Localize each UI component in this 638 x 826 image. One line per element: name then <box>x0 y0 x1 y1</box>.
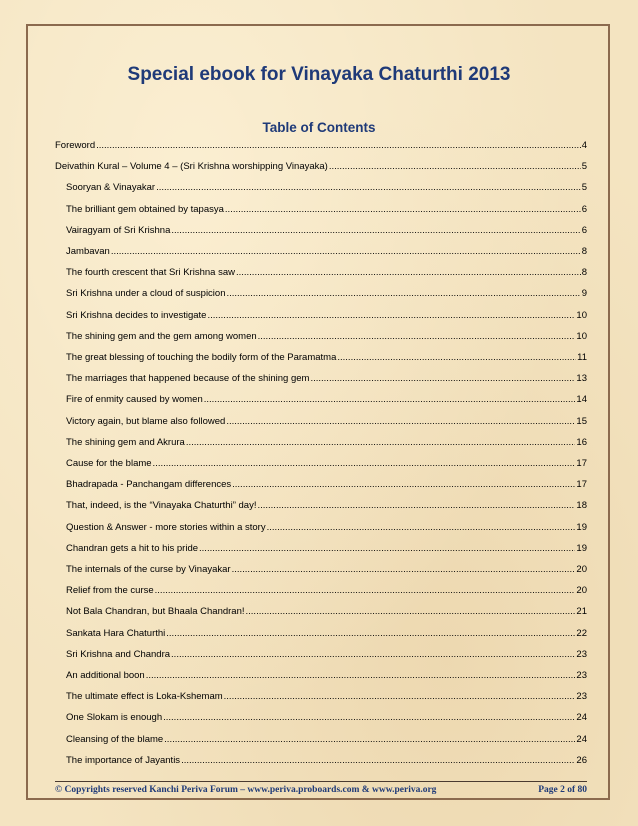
toc-entry-label: Foreword <box>55 140 96 151</box>
toc-entry-page-number: 19 <box>576 521 587 533</box>
toc-entry[interactable] <box>66 564 587 580</box>
toc-entry-page-number: 20 <box>576 564 587 575</box>
toc-entry-label: The marriages that happened because of the shining gem <box>66 373 310 385</box>
toc-entry-page-number: 23 <box>576 670 587 681</box>
toc-entry-page-number: 17 <box>576 458 587 469</box>
toc-entry-page-number: 20 <box>576 585 587 597</box>
toc-entry-page-number: 23 <box>576 648 587 660</box>
toc-leader-dots <box>153 458 576 469</box>
toc-leader-dots <box>258 331 576 342</box>
toc-entry-page-number: 4 <box>581 140 587 151</box>
toc-entry[interactable] <box>66 310 587 326</box>
toc-entry[interactable] <box>66 670 587 686</box>
toc-entry[interactable] <box>66 500 587 516</box>
toc-entry[interactable] <box>66 288 587 304</box>
toc-entry-page-number: 9 <box>581 288 587 300</box>
toc-entry-label: Sri Krishna under a cloud of suspicion <box>66 288 226 300</box>
toc-entry-label: Chandran gets a hit to his pride <box>66 542 199 554</box>
toc-entry-label: Bhadrapada - Panchangam differences <box>66 479 232 491</box>
toc-entry-label: Sri Krishna decides to investigate <box>66 309 207 321</box>
toc-entry-page-number: 16 <box>576 436 587 448</box>
toc-leader-dots <box>181 755 575 766</box>
toc-entry-page-number: 10 <box>576 309 587 321</box>
toc-leader-dots <box>267 522 576 533</box>
toc-entry[interactable] <box>55 140 587 156</box>
toc-entry-label: The ultimate effect is Loka-Kshemam <box>66 691 223 703</box>
toc-entry-label: Fire of enmity caused by women <box>66 394 203 406</box>
toc-leader-dots <box>204 394 576 405</box>
toc-entry-label: Relief from the curse <box>66 585 154 597</box>
toc-leader-dots <box>257 500 575 511</box>
toc-entry[interactable] <box>66 606 587 622</box>
toc-leader-dots <box>226 288 580 299</box>
toc-entry-page-number: 21 <box>576 606 587 618</box>
toc-entry-label: That, indeed, is the “Vinayaka Chaturthi” day! <box>66 500 257 512</box>
toc-entry[interactable] <box>66 649 587 665</box>
toc-entry-label: The great blessing of touching the bodily form of the Paramatma <box>66 352 337 363</box>
toc-entry[interactable] <box>66 691 587 707</box>
toc-leader-dots <box>155 585 576 596</box>
toc-entry-page-number: 5 <box>581 182 587 194</box>
toc-leader-dots <box>199 543 575 554</box>
toc-entry-label: Deivathin Kural – Volume 4 – (Sri Krishna worshipping Vinayaka) <box>55 161 328 173</box>
toc-entry[interactable] <box>66 352 587 368</box>
toc-entry[interactable] <box>66 416 587 432</box>
toc-entry-page-number: 19 <box>576 542 587 554</box>
toc-leader-dots <box>329 161 581 172</box>
toc-entry[interactable] <box>66 204 587 220</box>
toc-leader-dots <box>171 225 580 236</box>
toc-leader-dots <box>146 670 576 681</box>
toc-entry-label: Cleansing of the blame <box>66 733 164 745</box>
toc-entry-label: The internals of the curse by Vinayakar <box>66 564 231 575</box>
toc-leader-dots <box>232 564 576 575</box>
toc-entry[interactable] <box>66 373 587 389</box>
toc-entry[interactable] <box>66 755 587 771</box>
toc-entry-page-number: 15 <box>576 415 587 427</box>
toc-entry-label: Sankata Hara Chaturthi <box>66 627 166 639</box>
document-title: Special ebook for Vinayaka Chaturthi 2013 <box>127 64 511 85</box>
toc-entry[interactable] <box>66 458 587 474</box>
toc-entry[interactable] <box>66 246 587 262</box>
toc-entry[interactable] <box>66 331 587 347</box>
toc-entry-label: Not Bala Chandran, but Bhaala Chandran! <box>66 606 245 618</box>
toc-entry[interactable] <box>55 161 587 177</box>
toc-entry-page-number: 14 <box>576 394 587 406</box>
toc-entry-page-number: 18 <box>576 500 587 512</box>
toc-entry-label: Cause for the blame <box>66 458 152 469</box>
toc-entry[interactable] <box>66 628 587 644</box>
toc-entry[interactable] <box>66 712 587 728</box>
toc-entry[interactable] <box>66 267 587 283</box>
toc-entry[interactable] <box>66 522 587 538</box>
toc-entry[interactable] <box>66 182 587 198</box>
toc-entry[interactable] <box>66 394 587 410</box>
toc-entry-label: Sooryan & Vinayakar <box>66 182 156 194</box>
toc-entry-label: The shining gem and Akrura <box>66 436 185 448</box>
toc-leader-dots <box>207 310 575 321</box>
toc-entry-page-number: 13 <box>576 373 587 385</box>
toc-entry-page-number: 10 <box>576 330 587 342</box>
toc-entry[interactable] <box>66 734 587 750</box>
toc-leader-dots <box>310 373 575 384</box>
toc-entry-page-number: 11 <box>577 352 587 363</box>
toc-leader-dots <box>171 649 575 660</box>
toc-entry-page-number: 26 <box>576 754 587 766</box>
toc-entry-label: The brilliant gem obtained by tapasya <box>66 203 224 215</box>
toc-entry[interactable] <box>66 543 587 559</box>
footer-copyright: © Copyrights reserved Kanchi Periva Forum – www.periva.proboards.com & www.periva.org <box>55 785 437 795</box>
toc-entry-label: The fourth crescent that Sri Krishna saw <box>66 267 235 279</box>
toc-entry-page-number: 6 <box>581 203 587 215</box>
toc-entry-page-number: 8 <box>581 267 587 279</box>
toc-entry-label: Question & Answer - more stories within a story <box>66 521 266 533</box>
toc-entry-label: Victory again, but blame also followed <box>66 415 226 427</box>
toc-entry[interactable] <box>66 225 587 241</box>
toc-entry-page-number: 6 <box>581 224 587 236</box>
toc-leader-dots <box>96 140 581 151</box>
toc-entry[interactable] <box>66 585 587 601</box>
toc-entry-page-number: 23 <box>576 691 587 703</box>
toc-entry-label: Vairagyam of Sri Krishna <box>66 224 171 236</box>
footer <box>55 785 587 795</box>
toc-leader-dots <box>224 691 576 702</box>
toc-leader-dots <box>225 204 581 215</box>
toc-entry-label: An additional boon <box>66 670 145 681</box>
toc-entry[interactable] <box>66 437 587 453</box>
toc-entry-label: Sri Krishna and Chandra <box>66 648 171 660</box>
toc-entry-page-number: 8 <box>581 246 587 257</box>
toc-entry-label: The shining gem and the gem among women <box>66 330 257 342</box>
toc-leader-dots <box>232 479 575 490</box>
toc-heading: Table of Contents <box>262 120 376 135</box>
toc-entry-label: Jambavan <box>66 246 110 257</box>
toc-leader-dots <box>164 734 575 745</box>
toc-leader-dots <box>236 267 581 278</box>
toc-leader-dots <box>246 606 576 617</box>
toc-entry-page-number: 22 <box>576 627 587 639</box>
toc-entry-label: One Slokam is enough <box>66 712 163 724</box>
toc-entry-page-number: 5 <box>581 161 587 173</box>
toc-entry-page-number: 24 <box>576 733 587 745</box>
toc-leader-dots <box>166 628 575 639</box>
toc-entry-page-number: 24 <box>576 712 587 724</box>
toc-leader-dots <box>111 246 581 257</box>
toc-leader-dots <box>226 416 575 427</box>
footer-page-indicator: Page 2 of 80 <box>538 785 587 795</box>
toc-leader-dots <box>337 352 576 363</box>
footer-divider <box>55 781 587 782</box>
toc-entry[interactable] <box>66 479 587 495</box>
toc-leader-dots <box>156 182 581 193</box>
toc-leader-dots <box>163 712 575 723</box>
toc-leader-dots <box>186 437 576 448</box>
toc-entry-label: The importance of Jayantis <box>66 754 181 766</box>
toc-entry-page-number: 17 <box>576 479 587 491</box>
